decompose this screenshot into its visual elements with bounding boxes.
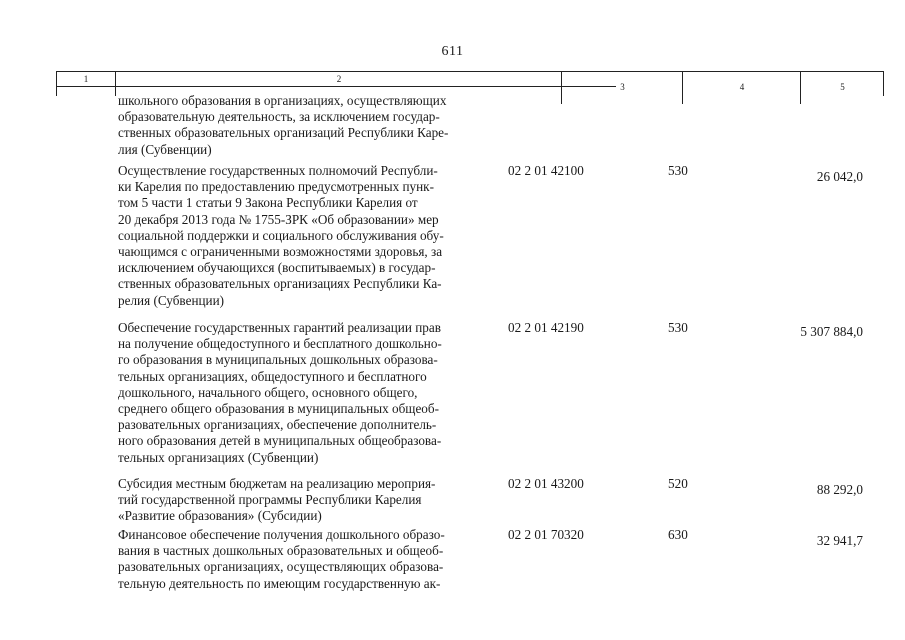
row-type: 530 [668, 320, 688, 335]
row-code: 02 2 01 42190 [508, 320, 584, 335]
header-col-2: 2 [115, 72, 562, 96]
row-type: 630 [668, 527, 688, 542]
row-description: Субсидия местным бюджетам на реализацию мероприя- тий государственной программы Республики Карелия «Развитие образования» (Субсидии) [118, 476, 436, 524]
header-divider [56, 86, 616, 87]
row-code: 02 2 01 42100 [508, 163, 584, 178]
row-type: 530 [668, 163, 688, 178]
page-number: 611 [441, 44, 464, 59]
row-amount: 5 307 884,0 [800, 324, 863, 339]
header-col-1: 1 [83, 74, 89, 84]
row-description: Обеспечение государственных гарантий реализации прав на получение общедоступного и бесплатного дошкольно- го образования в муниципальных дошкольных образова- тельных организациях, общедоступного и бесплатного дошкольного, начального общего, основного общего, среднего общего образования в муниципальных общеоб- разовательных организациях, обеспечение дополнитель- ного образования детей в муниципальных общеобразова- тельных организациях (Субвенции) [118, 320, 442, 465]
header-col-3: 3 [561, 72, 683, 104]
row-amount: 32 941,7 [816, 533, 863, 548]
row-code: 02 2 01 70320 [508, 527, 584, 542]
row-code: 02 2 01 43200 [508, 476, 584, 491]
row-description: Финансовое обеспечение получения дошкольного образо- вания в частных дошкольных образовательных и общеоб- разовательных организациях, осуществляющих образова- тельную деятельность по имеющим государственную ак- [118, 527, 445, 591]
row-amount: 88 292,0 [816, 482, 863, 497]
row-amount: 26 042,0 [816, 169, 863, 184]
row-description: Осуществление государственных полномочий Республи- ки Карелия по предоставлению предусмотренных пунк- том 5 части 1 статьи 9 Закона Республики Карелия от 20 декабря 2013 года № 1755-ЗРК «Об образовании» мер социальной поддержки и социального обслуживания обу- чающимся с ограниченными возможностями здоровья, за исключением обучающихся (воспитываемых) в государ- ственных образовательных организациях Республики Ка- релия (Субвенции) [118, 163, 444, 308]
header-col-4: 4 [682, 72, 801, 104]
row-description: школьного образования в организациях, осуществляющих образовательную деятельность, за исключением государ- ственных образовательных организаций Республики Каре- лия (Субвенции) [118, 93, 449, 157]
row-type: 520 [668, 476, 688, 491]
header-col-5: 5 [800, 72, 884, 104]
